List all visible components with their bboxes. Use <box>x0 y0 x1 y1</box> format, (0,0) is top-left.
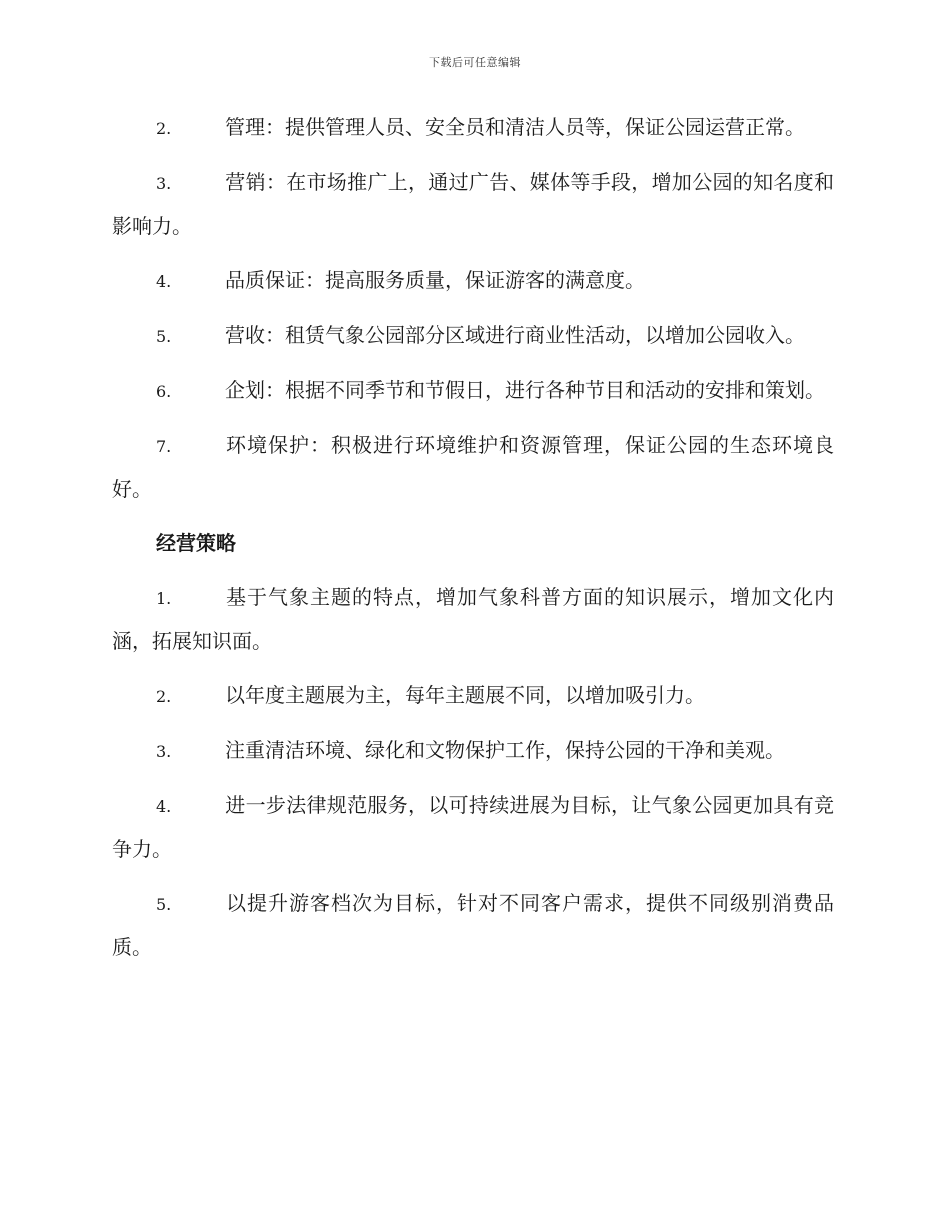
list-item <box>112 729 834 773</box>
list-item <box>112 161 834 248</box>
list-item-number: 1. <box>156 589 172 608</box>
list-item <box>112 314 834 358</box>
list-item <box>112 424 834 511</box>
list-item-number: 6. <box>156 382 172 401</box>
list-item-text: 基于气象主题的特点，增加气象科普方面的知识展示，增加文化内涵，拓展知识面。 <box>112 585 834 653</box>
list-item <box>112 882 834 969</box>
list-item-text: 以年度主题展为主，每年主题展不同，以增加吸引力。 <box>225 683 705 707</box>
list-item-text: 进一步法律规范服务，以可持续进展为目标，让气象公园更加具有竞争力。 <box>112 793 834 861</box>
page-header: 下载后可任意编辑 <box>429 56 521 69</box>
list-item-number: 5. <box>156 895 172 914</box>
list-item-number: 7. <box>156 437 172 456</box>
list-item <box>112 369 834 413</box>
list-item-text: 注重清洁环境、绿化和文物保护工作，保持公园的干净和美观。 <box>225 738 785 762</box>
list-item-number: 5. <box>156 327 172 346</box>
list-item-text: 企划：根据不同季节和节假日，进行各种节目和活动的安排和策划。 <box>225 378 825 402</box>
list-item <box>112 576 834 663</box>
list-item-text: 营销：在市场推广上，通过广告、媒体等手段，增加公园的知名度和影响力。 <box>112 170 834 238</box>
list-item-number: 2. <box>156 687 172 706</box>
list-item-text: 环境保护：积极进行环境维护和资源管理，保证公园的生态环境良好。 <box>112 433 834 501</box>
list-item-text: 营收：租赁气象公园部分区域进行商业性活动，以增加公园收入。 <box>225 323 805 347</box>
list-item-number: 4. <box>156 272 172 291</box>
document-body <box>112 106 834 980</box>
list-item-number: 3. <box>156 742 172 761</box>
list-item-text: 以提升游客档次为目标，针对不同客户需求，提供不同级别消费品质。 <box>112 891 834 959</box>
list-item <box>112 259 834 303</box>
list-item-text: 管理：提供管理人员、安全员和清洁人员等，保证公园运营正常。 <box>225 115 805 139</box>
list-item <box>112 106 834 150</box>
list-item-number: 2. <box>156 119 172 138</box>
list-item <box>112 674 834 718</box>
list-item <box>112 784 834 871</box>
list-item-text: 品质保证：提高服务质量，保证游客的满意度。 <box>225 268 645 292</box>
section-heading: 经营策略 <box>156 531 236 555</box>
list-item-number: 3. <box>156 174 172 193</box>
list-item-number: 4. <box>156 797 172 816</box>
